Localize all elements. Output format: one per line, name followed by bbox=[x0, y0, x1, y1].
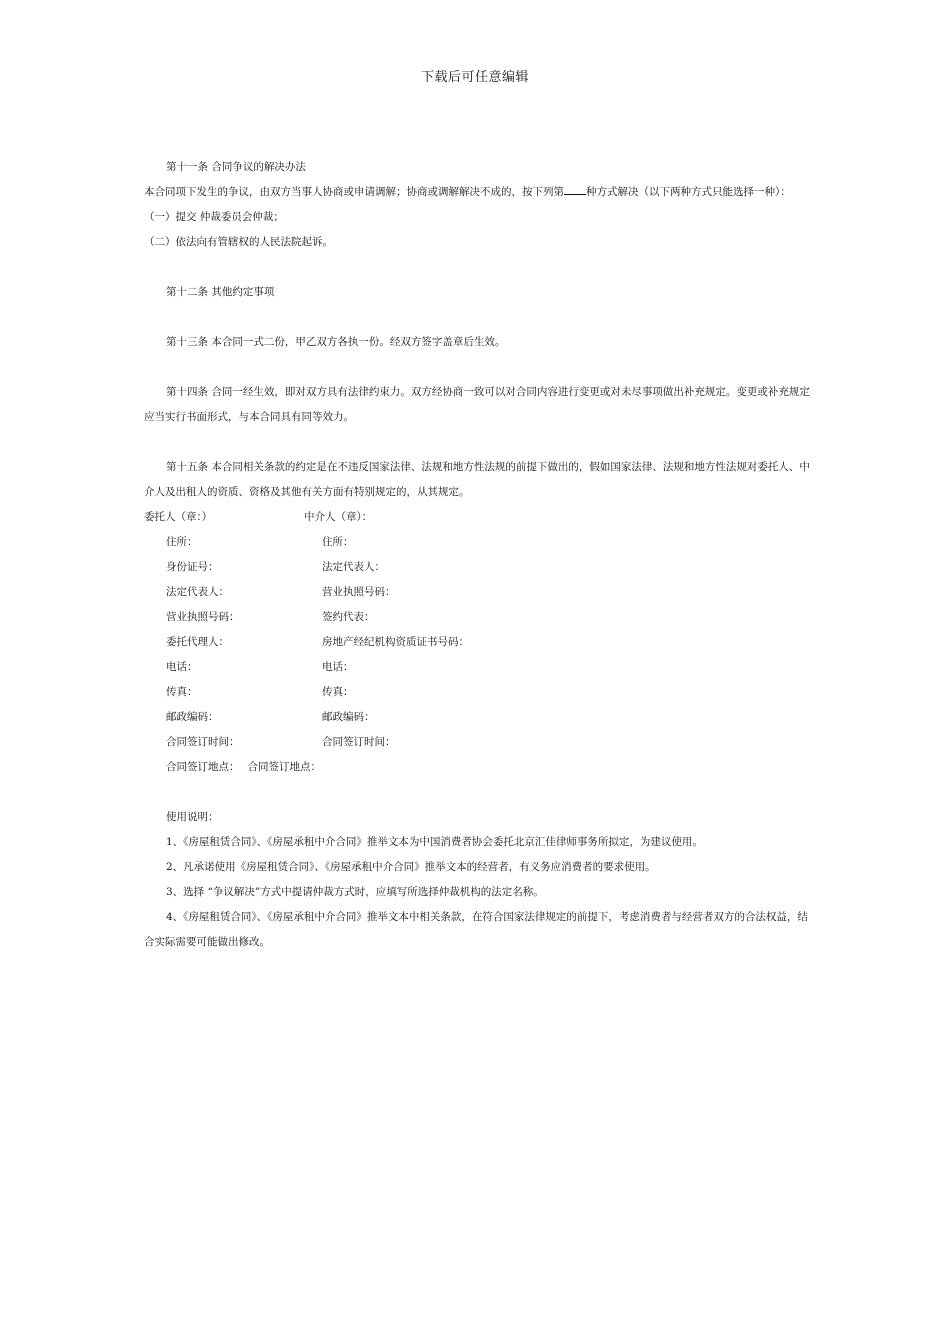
article-11-title: 第十一条 合同争议的解决办法 bbox=[166, 161, 306, 173]
party-row bbox=[144, 630, 810, 655]
party-row bbox=[144, 730, 810, 755]
client-field: 身份证号： bbox=[166, 561, 219, 573]
client-seal-label: 委托人（章：） bbox=[144, 511, 213, 523]
page-header: 下载后可任意编辑 bbox=[420, 70, 529, 85]
agent-field: 电话： bbox=[322, 661, 354, 673]
client-field: 住所： bbox=[166, 536, 198, 548]
client-signing-place: 合同签订地点： bbox=[166, 761, 240, 773]
article-11-body-b: 种方式解决（以下两种方式只能选择一种）： bbox=[586, 186, 791, 198]
usage-note-item: 3、选择 “争议解决”方式中提请仲裁方式时，应填写所选择仲裁机构的法定名称。 bbox=[166, 886, 544, 898]
usage-note-item: 1、《房屋租赁合同》、《房屋承租中介合同》推举文本为中国消费者协会委托北京汇佳律师事务所拟定，为建议使用。 bbox=[166, 836, 703, 848]
party-row bbox=[144, 680, 810, 705]
agent-field: 法定代表人： bbox=[322, 561, 385, 573]
client-field: 委托代理人： bbox=[166, 636, 229, 648]
agent-field: 营业执照号码： bbox=[322, 586, 396, 598]
parties-header bbox=[144, 505, 810, 530]
usage-note-item: 2、凡承诺使用《房屋租赁合同》、《房屋承租中介合同》推举文本的经营者，有义务应消费者的要求使用。 bbox=[166, 861, 656, 873]
party-row bbox=[144, 655, 810, 680]
client-field: 合同签订时间： bbox=[166, 736, 240, 748]
client-field: 邮政编码： bbox=[166, 711, 219, 723]
party-row bbox=[144, 605, 810, 630]
article-11-body bbox=[144, 180, 810, 205]
article-11-option-1: （一）提交 仲裁委员会仲裁； bbox=[144, 211, 284, 223]
article-11-option-2: （二）依法向有管辖权的人民法院起诉。 bbox=[144, 236, 333, 248]
article-14: 第十四条 合同一经生效，即对双方具有法律约束力。双方经协商一致可以对合同内容进行变更或对未尽事项做出补充规定。变更或补充规定应当实行书面形式，与本合同具有同等效力。 bbox=[144, 386, 810, 423]
agent-field: 邮政编码： bbox=[322, 711, 375, 723]
agent-signing-place: 合同签订地点： bbox=[247, 761, 321, 773]
party-row bbox=[144, 530, 810, 555]
article-15: 第十五条 本合同相关条款的约定是在不违反国家法律、法规和地方性法规的前提下做出的，假如国家法律、法规和地方性法规对委托人、中介人及出租人的资质、资格及其他有关方面有特别规定的，从其规定。 bbox=[144, 461, 810, 498]
party-row bbox=[144, 705, 810, 730]
signing-place-row bbox=[144, 755, 810, 780]
agent-seal-label: 中介人（章）： bbox=[304, 511, 373, 523]
usage-notes-title: 使用说明： bbox=[166, 811, 219, 823]
party-row bbox=[144, 580, 810, 605]
agent-field: 签约代表： bbox=[322, 611, 375, 623]
agent-field: 传真： bbox=[322, 686, 354, 698]
client-field: 传真： bbox=[166, 686, 198, 698]
agent-field: 房地产经纪机构资质证书号码： bbox=[322, 636, 469, 648]
agent-field: 住所： bbox=[322, 536, 354, 548]
client-field: 营业执照号码： bbox=[166, 611, 240, 623]
client-field: 电话： bbox=[166, 661, 198, 673]
article-12: 第十二条 其他约定事项 bbox=[166, 286, 275, 298]
article-11-body-a: 本合同项下发生的争议，由双方当事人协商或申请调解；协商或调解解决不成的，按下列第 bbox=[144, 186, 564, 198]
agent-field: 合同签订时间： bbox=[322, 736, 396, 748]
usage-note-item: 4、《房屋租赁合同》、《房屋承租中介合同》推举文本中相关条款，在符合国家法律规定的前提下，考虑消费者与经营者双方的合法权益，结合实际需要可能做出修改。 bbox=[144, 911, 808, 948]
article-13: 第十三条 本合同一式二份，甲乙双方各执一份。经双方签字盖章后生效。 bbox=[166, 336, 506, 348]
dispute-method-blank bbox=[564, 184, 586, 195]
document-body bbox=[144, 155, 810, 955]
party-row bbox=[144, 555, 810, 580]
client-field: 法定代表人： bbox=[166, 586, 229, 598]
